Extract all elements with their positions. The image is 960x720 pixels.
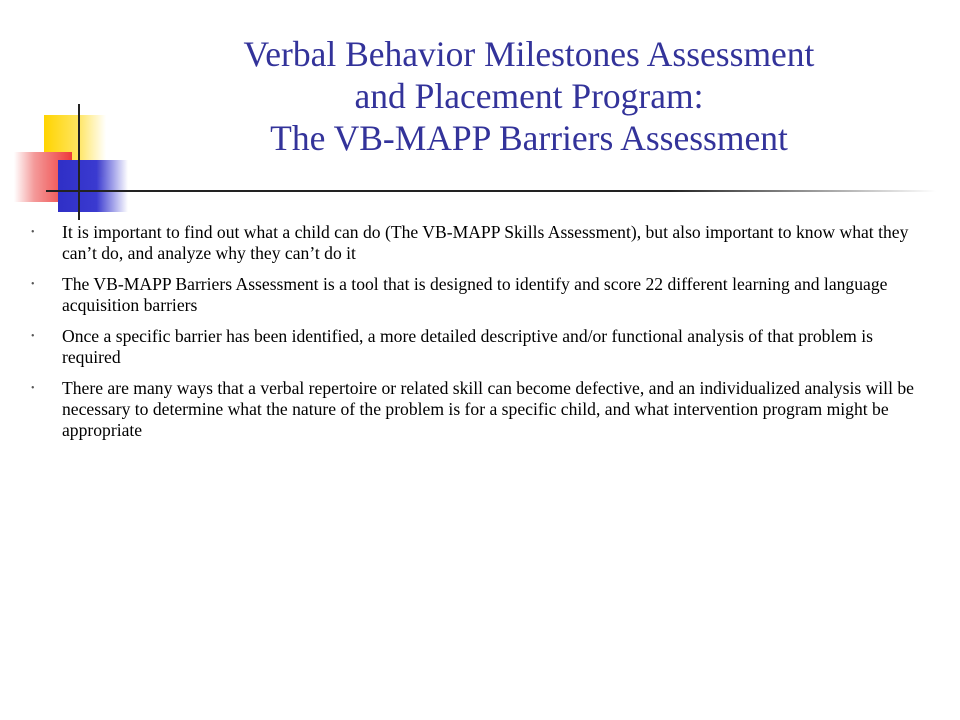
bullet-item [29, 222, 929, 264]
bullet-dot-icon: • [31, 331, 35, 342]
bullet-list [29, 222, 929, 451]
bullet-dot-icon: • [31, 383, 35, 394]
bullet-text: It is important to find out what a child can do (The VB-MAPP Skills Assessment), but also important to know what they can’t do, and analyze why they can’t do it [62, 222, 909, 263]
bullet-text: Once a specific barrier has been identified, a more detailed descriptive and/or functional analysis of that problem is required [62, 326, 873, 367]
bullet-dot-icon: • [31, 227, 35, 238]
title-underline-rule [46, 190, 936, 192]
bullet-item [29, 378, 929, 441]
vertical-rule [78, 104, 80, 220]
bullet-item [29, 326, 929, 368]
blue-square-decoration [58, 160, 128, 212]
bullet-dot-icon: • [31, 279, 35, 290]
slide-title-line-1: Verbal Behavior Milestones Assessment [243, 34, 815, 74]
bullet-item [29, 274, 929, 316]
slide-title-line-3: The VB-MAPP Barriers Assessment [270, 118, 788, 158]
slide-title [150, 33, 908, 159]
slide-title-line-2: and Placement Program: [354, 76, 704, 116]
bullet-text: The VB-MAPP Barriers Assessment is a tool that is designed to identify and score 22 different learning and language acquisition barriers [62, 274, 888, 315]
bullet-text: There are many ways that a verbal repertoire or related skill can become defective, and an individualized analysis will be necessary to determine what the nature of the problem is for a specific child, and what intervention program might be appropriate [62, 378, 914, 440]
